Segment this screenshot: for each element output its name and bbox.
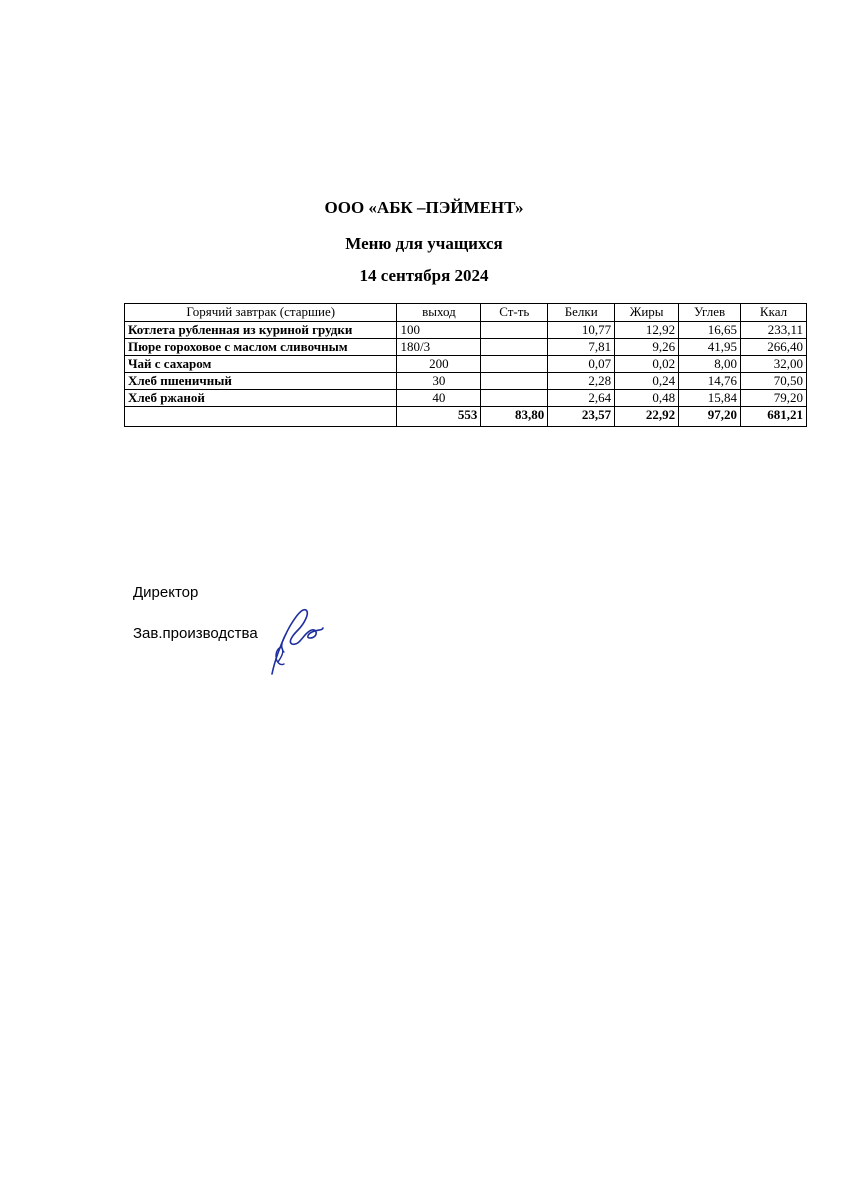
dish-kcal: 79,20 (741, 390, 807, 407)
dish-kcal: 266,40 (741, 339, 807, 356)
production-head-label: Зав.производства (133, 625, 258, 642)
dish-cost (481, 356, 548, 373)
dish-cost (481, 322, 548, 339)
menu-title: Меню для учащихся (345, 234, 503, 253)
dish-fat: 0,24 (615, 373, 679, 390)
table-row (125, 373, 807, 390)
dish-fat: 0,02 (615, 356, 679, 373)
menu-date: 14 сентября 2024 (359, 266, 489, 285)
dish-fat: 12,92 (615, 322, 679, 339)
dish-name: Пюре гороховое с маслом сливочным (125, 339, 397, 356)
dish-output: 200 (397, 356, 481, 373)
company-name: ООО «АБК –ПЭЙМЕНТ» (324, 198, 524, 217)
total-carbs: 97,20 (679, 407, 741, 427)
total-kcal: 681,21 (741, 407, 807, 427)
dish-name: Чай с сахаром (125, 356, 397, 373)
dish-output: 180/3 (397, 339, 481, 356)
dish-output: 30 (397, 373, 481, 390)
table-header-row (125, 304, 807, 322)
director-label: Директор (133, 584, 199, 601)
dish-protein: 10,77 (548, 322, 615, 339)
column-header-output: выход (397, 304, 481, 322)
dish-kcal: 32,00 (741, 356, 807, 373)
column-header-carbs: Углев (679, 304, 741, 322)
dish-protein: 7,81 (548, 339, 615, 356)
table-row (125, 322, 807, 339)
column-header-kcal: Ккал (741, 304, 807, 322)
dish-carbs: 41,95 (679, 339, 741, 356)
dish-output: 40 (397, 390, 481, 407)
table-row (125, 356, 807, 373)
dish-fat: 9,26 (615, 339, 679, 356)
dish-protein: 0,07 (548, 356, 615, 373)
column-header-protein: Белки (548, 304, 615, 322)
dish-name: Хлеб пшеничный (125, 373, 397, 390)
dish-carbs: 14,76 (679, 373, 741, 390)
column-header-fat: Жиры (615, 304, 679, 322)
dish-fat: 0,48 (615, 390, 679, 407)
dish-name: Котлета рубленная из куриной грудки (125, 322, 397, 339)
dish-carbs: 15,84 (679, 390, 741, 407)
dish-carbs: 16,65 (679, 322, 741, 339)
dish-output: 100 (397, 322, 481, 339)
table-row (125, 339, 807, 356)
dish-cost (481, 373, 548, 390)
total-protein: 23,57 (548, 407, 615, 427)
dish-kcal: 70,50 (741, 373, 807, 390)
total-output: 553 (397, 407, 481, 427)
total-label-cell (125, 407, 397, 427)
table-row (125, 390, 807, 407)
handwritten-signature (262, 604, 324, 676)
dish-carbs: 8,00 (679, 356, 741, 373)
menu-table (124, 303, 807, 427)
dish-name: Хлеб ржаной (125, 390, 397, 407)
dish-cost (481, 390, 548, 407)
dish-protein: 2,64 (548, 390, 615, 407)
dish-kcal: 233,11 (741, 322, 807, 339)
dish-protein: 2,28 (548, 373, 615, 390)
total-row (125, 407, 807, 427)
total-fat: 22,92 (615, 407, 679, 427)
column-header-cost: Ст-ть (481, 304, 548, 322)
dish-cost (481, 339, 548, 356)
total-cost: 83,80 (481, 407, 548, 427)
column-header-dish: Горячий завтрак (старшие) (125, 304, 397, 322)
